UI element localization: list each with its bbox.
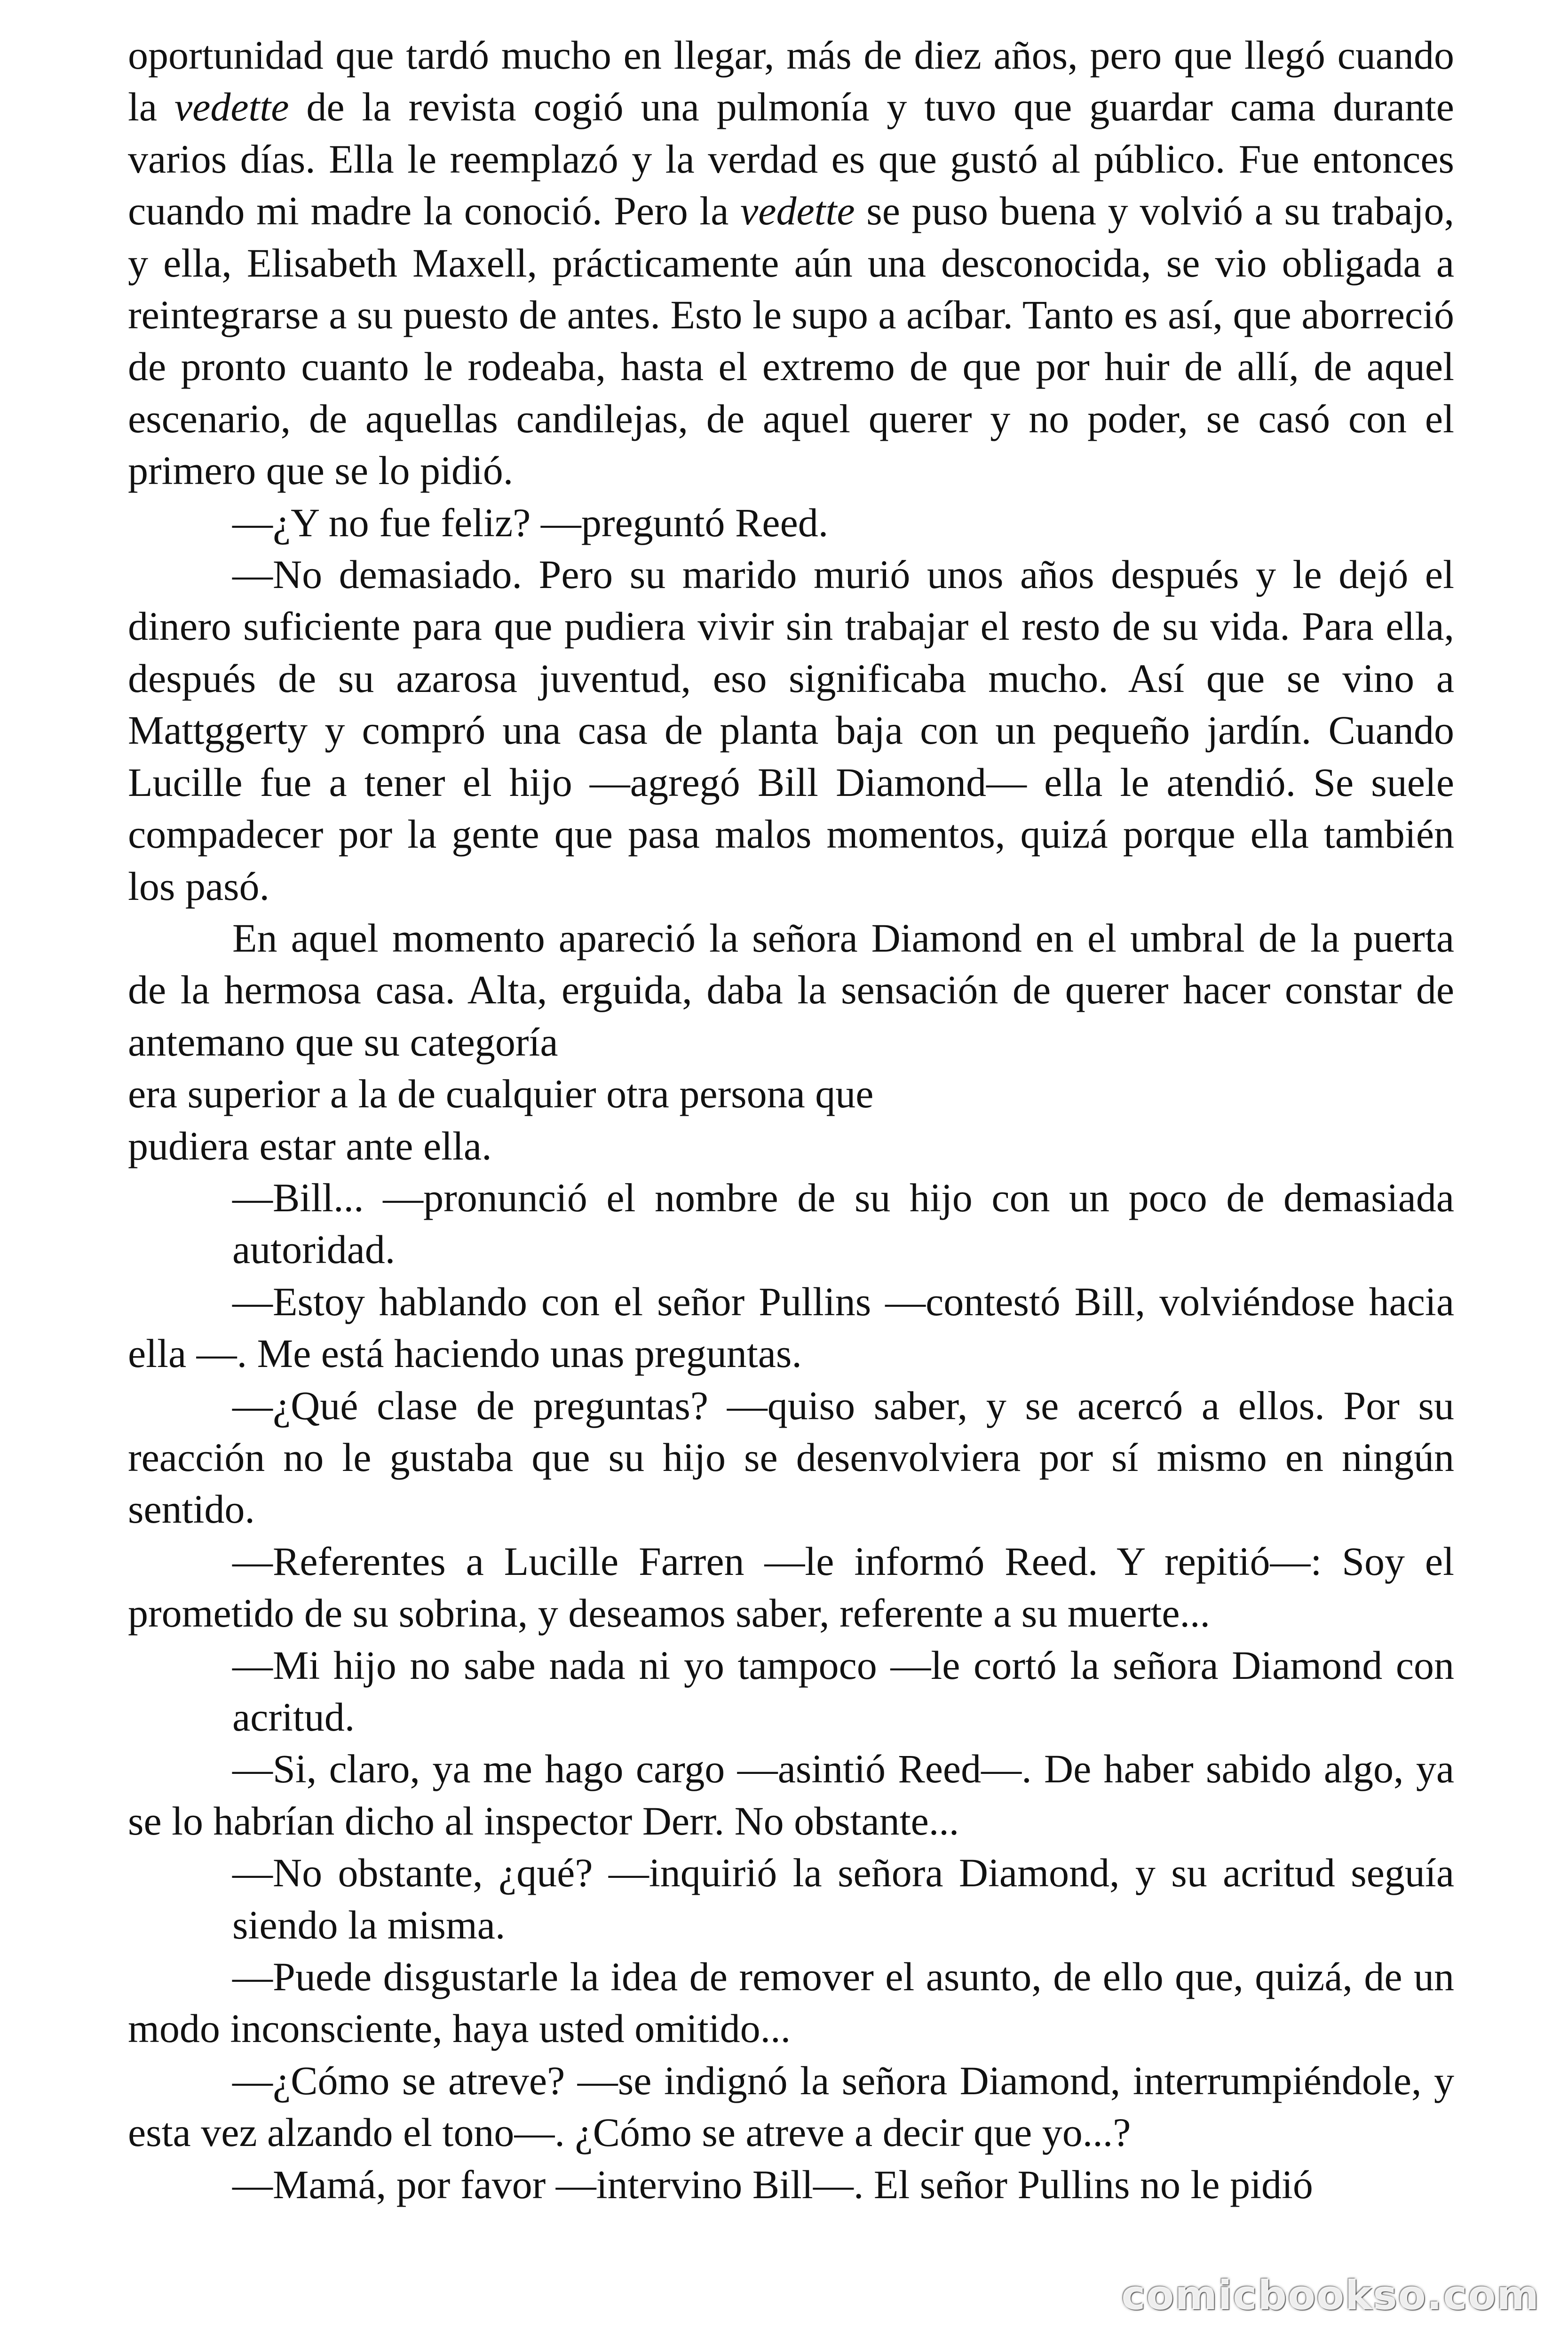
paragraph-12: —Puede disgustarle la idea de remover el asunto, de ello que, quizá, de un modo inconsciente, haya usted omitido... bbox=[128, 1954, 1454, 2051]
paragraph-2: —¿Y no fue feliz? —preguntó Reed. bbox=[232, 500, 829, 545]
paragraph-14: —Mamá, por favor —intervino Bill—. El señor Pullins no le pidió bbox=[232, 2161, 1313, 2207]
body-text bbox=[128, 29, 1454, 2210]
paragraph-3: —No demasiado. Pero su marido murió unos años después y le dejó el dinero suficiente para que pudiera vivir sin trabajar el resto de su vida. Para ella, después de su azarosa juventud, eso significaba mucho. Así que se vino a Mattggerty y compró una casa de planta baja con un pequeño jardín. Cuando Lucille fue a tener el hijo —agregó Bill Diamond— ella le atendió. Se suele compadecer por la gente que pasa malos momentos, quizá porque ella también los pasó. bbox=[128, 552, 1454, 909]
paragraph-1-part-c: se puso buena y volvió a su trabajo, y ella, Elisabeth Maxell, prácticamente aún una desconocida, se vio obligada a reintegrarse a su puesto de antes. Esto le supo a acíbar. Tanto es así, que aborreció de pronto cuanto le rodeaba, hasta el extremo de que por huir de allí, de aquel escenario, de aquellas candilejas, de aquel querer y no poder, se casó con el primero que se lo pidió. bbox=[128, 188, 1454, 493]
paragraph-6: —Estoy hablando con el señor Pullins —contestó Bill, volviéndose hacia ella —. Me está haciendo unas preguntas. bbox=[128, 1279, 1454, 1376]
paragraph-11: —No obstante, ¿qué? —inquirió la señora Diamond, y su acritud seguía siendo la misma. bbox=[232, 1850, 1454, 1947]
paragraph-5: —Bill... —pronunció el nombre de su hijo con un poco de demasiada autoridad. bbox=[232, 1175, 1454, 1272]
paragraph-9: —Mi hijo no sabe nada ni yo tampoco —le cortó la señora Diamond con acritud. bbox=[232, 1642, 1454, 1740]
paragraph-7: —¿Qué clase de preguntas? —quiso saber, y se acercó a ellos. Por su reacción no le gustaba que su hijo se desenvolviera por sí mismo en ningún sentido. bbox=[128, 1383, 1454, 1532]
paragraph-1 bbox=[128, 29, 1454, 497]
paragraph-10: —Si, claro, ya me hago cargo —asintió Reed—. De haber sabido algo, ya se lo habrían dicho al inspector Derr. No obstante... bbox=[128, 1746, 1454, 1843]
italic-vedette-2: vedette bbox=[740, 188, 855, 234]
paragraph-8: —Referentes a Lucille Farren —le informó Reed. Y repitió—: Soy el prometido de su sobrina, y deseamos saber, referente a su muerte... bbox=[128, 1538, 1454, 1636]
paragraph-13: —¿Cómo se atreve? —se indignó la señora Diamond, interrumpiéndole, y esta vez alzando el tono—. ¿Cómo se atreve a decir que yo...? bbox=[128, 2058, 1454, 2155]
paragraph-4-line-3: pudiera estar ante ella. bbox=[128, 1123, 492, 1168]
paragraph-1-part-b: de la revista cogió una pulmonía y tuvo que guardar cama durante varios días. Ella le reemplazó y la verdad es que gustó al público. Fue entonces cuando mi madre la conoció. Pero la bbox=[128, 84, 1454, 234]
paragraph-4-line-2: era superior a la de cualquier otra persona que bbox=[128, 1071, 874, 1117]
italic-vedette-1: vedette bbox=[174, 84, 289, 130]
paragraph-1-part-a: oportunidad que tardó mucho en llegar, más de diez años, pero que llegó cuando la bbox=[128, 32, 1454, 130]
watermark: comicbookso.com bbox=[1121, 2272, 1540, 2319]
paragraph-4: En aquel momento apareció la señora Diamond en el umbral de la puerta de la hermosa casa. Alta, erguida, daba la sensación de querer hacer constar de antemano que su categoría bbox=[128, 915, 1454, 1065]
